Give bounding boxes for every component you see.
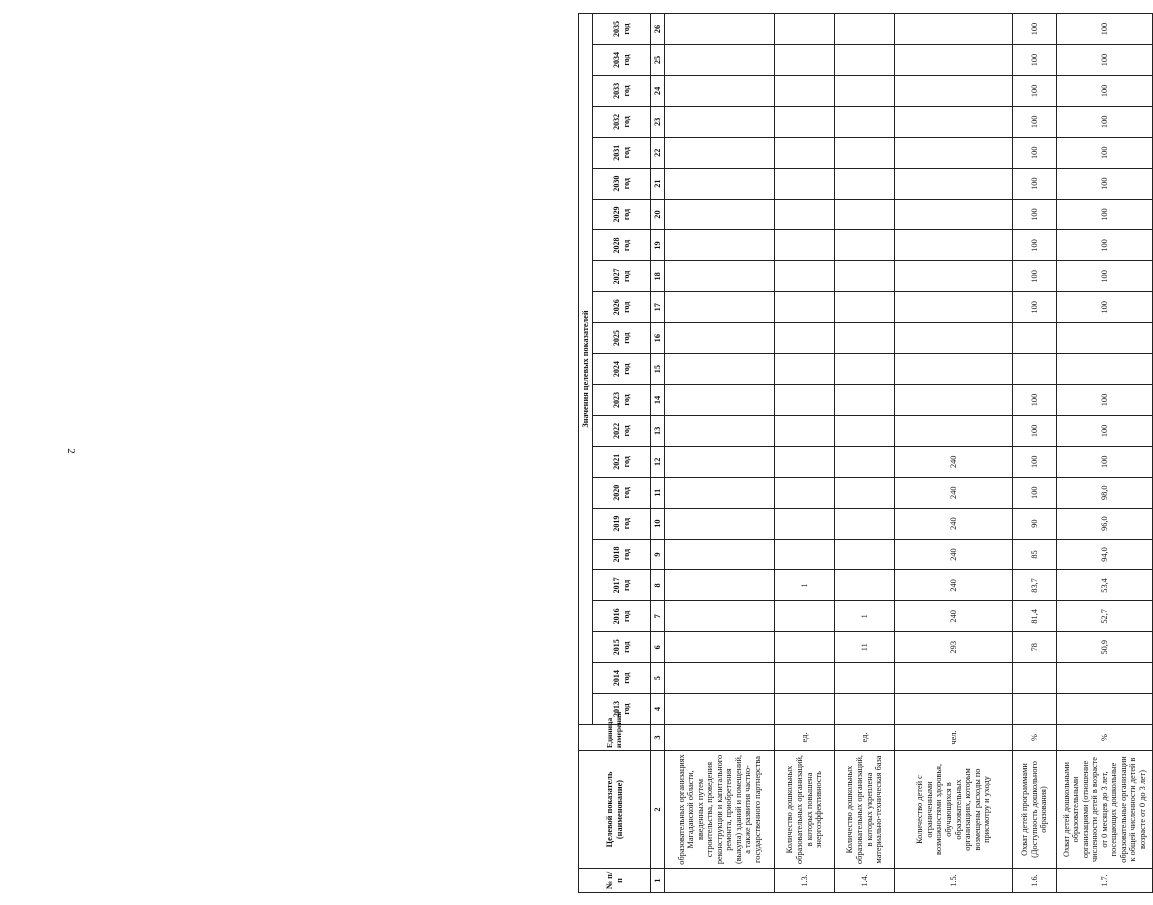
unit-cell: %	[1013, 725, 1057, 751]
column-number: 3	[651, 725, 665, 751]
year-header: 2034 год	[593, 45, 651, 76]
value-cell	[1013, 663, 1057, 694]
value-cell: 100	[1013, 261, 1057, 292]
indicator-name: Охват детей дошкольными образовательными организациями (отношение численности детей в возрасте от 0 месяцев до 3 лет, посещающих дошкольные образовательные организации к общей численности детей в возрасте от 0 до 3 лет)	[1057, 751, 1153, 869]
value-cell	[835, 570, 895, 601]
column-number: 19	[651, 230, 665, 261]
column-number: 21	[651, 168, 665, 199]
header-values-title: Значения целевых показателей	[579, 14, 593, 725]
value-cell	[665, 385, 775, 416]
value-cell	[665, 168, 775, 199]
year-header: 2025 год	[593, 323, 651, 354]
value-cell	[775, 508, 835, 539]
value-cell	[835, 137, 895, 168]
value-cell	[775, 539, 835, 570]
value-cell	[665, 106, 775, 137]
value-cell	[835, 508, 895, 539]
year-header: 2019 год	[593, 508, 651, 539]
row-number: 1.7.	[1057, 869, 1153, 893]
value-cell	[775, 168, 835, 199]
value-cell	[895, 14, 1013, 45]
value-cell	[665, 508, 775, 539]
indicator-name: образовательных организациях Магаданской области, введенных путем строительства, проведения реконструкции и капитального ремонта, приобретения (выкупа) зданий и помещений, а также развития частно-государственного партнерства	[665, 751, 775, 869]
value-cell: 240	[895, 539, 1013, 570]
value-cell	[895, 230, 1013, 261]
value-cell: 100	[1057, 75, 1153, 106]
value-cell	[835, 230, 895, 261]
value-cell: 100	[1013, 385, 1057, 416]
value-cell	[775, 14, 835, 45]
value-cell	[665, 230, 775, 261]
column-number: 5	[651, 663, 665, 694]
value-cell	[835, 75, 895, 106]
value-cell	[895, 261, 1013, 292]
row-number	[665, 869, 775, 893]
table-row	[1057, 14, 1153, 893]
value-cell	[665, 75, 775, 106]
year-header: 2014 год	[593, 663, 651, 694]
year-header: 2031 год	[593, 137, 651, 168]
year-header: 2018 год	[593, 539, 651, 570]
value-cell	[895, 323, 1013, 354]
value-cell: 100	[1057, 415, 1153, 446]
year-header: 2024 год	[593, 354, 651, 385]
header-unit: Единица измерения	[579, 725, 651, 751]
value-cell	[775, 632, 835, 663]
year-header: 2020 год	[593, 477, 651, 508]
column-number: 1	[651, 869, 665, 893]
table-row	[835, 14, 895, 893]
column-number: 18	[651, 261, 665, 292]
value-cell: 85	[1013, 539, 1057, 570]
column-number: 4	[651, 694, 665, 725]
value-cell: 90	[1013, 508, 1057, 539]
column-number: 22	[651, 137, 665, 168]
value-cell	[665, 45, 775, 76]
column-number: 11	[651, 477, 665, 508]
column-number: 20	[651, 199, 665, 230]
year-header: 2035 год	[593, 14, 651, 45]
value-cell	[835, 694, 895, 725]
value-cell: 100	[1057, 292, 1153, 323]
value-cell: 100	[1057, 168, 1153, 199]
value-cell	[835, 168, 895, 199]
column-number: 26	[651, 14, 665, 45]
value-cell	[895, 415, 1013, 446]
value-cell	[775, 75, 835, 106]
value-cell: 100	[1013, 446, 1057, 477]
value-cell	[775, 601, 835, 632]
value-cell: 50,9	[1057, 632, 1153, 663]
value-cell	[895, 385, 1013, 416]
column-number: 13	[651, 415, 665, 446]
value-cell	[835, 477, 895, 508]
value-cell	[895, 168, 1013, 199]
value-cell	[835, 106, 895, 137]
value-cell	[775, 694, 835, 725]
value-cell	[895, 45, 1013, 76]
column-number: 12	[651, 446, 665, 477]
value-cell	[835, 663, 895, 694]
year-header: 2029 год	[593, 199, 651, 230]
page-number: 2	[65, 448, 77, 454]
value-cell	[775, 230, 835, 261]
value-cell	[775, 199, 835, 230]
rotated-table-container	[578, 13, 1147, 893]
column-number: 16	[651, 323, 665, 354]
year-header: 2016 год	[593, 601, 651, 632]
column-number: 15	[651, 354, 665, 385]
value-cell	[835, 539, 895, 570]
value-cell	[665, 199, 775, 230]
value-cell	[1057, 663, 1153, 694]
value-cell	[665, 292, 775, 323]
row-number: 1.5.	[895, 869, 1013, 893]
unit-cell: чел.	[895, 725, 1013, 751]
unit-cell	[665, 725, 775, 751]
value-cell	[895, 75, 1013, 106]
year-header: 2017 год	[593, 570, 651, 601]
column-number: 7	[651, 601, 665, 632]
year-header: 2021 год	[593, 446, 651, 477]
value-cell: 240	[895, 477, 1013, 508]
value-cell	[775, 663, 835, 694]
value-cell: 100	[1013, 137, 1057, 168]
value-cell	[665, 477, 775, 508]
year-header: 2030 год	[593, 168, 651, 199]
value-cell	[835, 415, 895, 446]
year-header: 2032 год	[593, 106, 651, 137]
value-cell: 100	[1057, 446, 1153, 477]
value-cell	[775, 385, 835, 416]
row-number: 1.4.	[835, 869, 895, 893]
column-number: 8	[651, 570, 665, 601]
row-number: 1.3.	[775, 869, 835, 893]
value-cell	[775, 137, 835, 168]
value-cell: 100	[1057, 199, 1153, 230]
unit-cell: ед.	[835, 725, 895, 751]
value-cell: 100	[1057, 230, 1153, 261]
value-cell	[665, 539, 775, 570]
value-cell	[835, 446, 895, 477]
column-number: 14	[651, 385, 665, 416]
value-cell	[895, 199, 1013, 230]
table-row	[775, 14, 835, 893]
indicator-name: Количество детей с ограниченными возможностями здоровья, обучающихся в образовательных организациях, которым возмещены расходы по присмотру и уходу	[895, 751, 1013, 869]
value-cell	[665, 137, 775, 168]
value-cell	[835, 199, 895, 230]
value-cell	[665, 570, 775, 601]
value-cell	[835, 261, 895, 292]
value-cell: 53,4	[1057, 570, 1153, 601]
value-cell	[1013, 354, 1057, 385]
header-num: № п/п	[579, 869, 651, 893]
table-row	[665, 14, 775, 893]
value-cell: 240	[895, 508, 1013, 539]
value-cell	[835, 323, 895, 354]
value-cell	[1057, 354, 1153, 385]
year-header: 2027 год	[593, 261, 651, 292]
value-cell	[775, 323, 835, 354]
column-numbers-row	[651, 14, 665, 893]
column-number: 17	[651, 292, 665, 323]
value-cell	[665, 14, 775, 45]
value-cell	[775, 446, 835, 477]
value-cell	[775, 106, 835, 137]
value-cell: 100	[1013, 415, 1057, 446]
value-cell: 100	[1057, 14, 1153, 45]
value-cell	[895, 292, 1013, 323]
value-cell	[895, 694, 1013, 725]
value-cell: 81,4	[1013, 601, 1057, 632]
value-cell: 98,0	[1057, 477, 1153, 508]
indicator-name: Количество дошкольных образовательных организаций, в которых укреплена материально-техническая база	[835, 751, 895, 869]
value-cell: 100	[1013, 477, 1057, 508]
year-header: 2028 год	[593, 230, 651, 261]
indicator-name: Количество дошкольных образовательных организаций, в которых повышена энергоэффективность	[775, 751, 835, 869]
value-cell	[665, 446, 775, 477]
value-cell	[1013, 694, 1057, 725]
value-cell: 100	[1057, 385, 1153, 416]
value-cell	[895, 663, 1013, 694]
value-cell	[775, 477, 835, 508]
value-cell	[895, 106, 1013, 137]
value-cell: 100	[1013, 292, 1057, 323]
year-header: 2022 год	[593, 415, 651, 446]
year-header: 2013 год	[593, 694, 651, 725]
indicator-name: Охват детей программами (Доступность дошкольного образования)	[1013, 751, 1057, 869]
unit-cell: %	[1057, 725, 1153, 751]
header-indicator: Целевой показатель (наименование)	[579, 751, 651, 869]
column-number: 24	[651, 75, 665, 106]
value-cell: 100	[1057, 45, 1153, 76]
value-cell: 100	[1013, 75, 1057, 106]
value-cell	[665, 323, 775, 354]
value-cell: 100	[1013, 168, 1057, 199]
value-cell	[775, 292, 835, 323]
value-cell: 52,7	[1057, 601, 1153, 632]
value-cell: 100	[1013, 230, 1057, 261]
column-number: 25	[651, 45, 665, 76]
value-cell: 293	[895, 632, 1013, 663]
row-number: 1.6.	[1013, 869, 1057, 893]
value-cell	[1013, 323, 1057, 354]
value-cell	[665, 694, 775, 725]
value-cell	[665, 663, 775, 694]
year-header: 2015 год	[593, 632, 651, 663]
year-header: 2023 год	[593, 385, 651, 416]
value-cell	[665, 632, 775, 663]
value-cell: 240	[895, 570, 1013, 601]
value-cell: 100	[1057, 137, 1153, 168]
table-row	[1013, 14, 1057, 893]
value-cell: 100	[1013, 106, 1057, 137]
value-cell	[665, 261, 775, 292]
value-cell	[1057, 694, 1153, 725]
value-cell: 1	[835, 601, 895, 632]
value-cell: 83,7	[1013, 570, 1057, 601]
value-cell	[835, 45, 895, 76]
unit-cell: ед.	[775, 725, 835, 751]
value-cell: 1	[775, 570, 835, 601]
value-cell: 100	[1057, 261, 1153, 292]
value-cell	[775, 261, 835, 292]
target-indicators-table	[578, 13, 1153, 893]
value-cell: 100	[1013, 14, 1057, 45]
value-cell	[1057, 323, 1153, 354]
value-cell	[835, 292, 895, 323]
value-cell	[775, 45, 835, 76]
value-cell	[835, 385, 895, 416]
value-cell: 100	[1013, 199, 1057, 230]
value-cell: 100	[1013, 45, 1057, 76]
value-cell	[665, 415, 775, 446]
table-row	[895, 14, 1013, 893]
value-cell: 240	[895, 601, 1013, 632]
year-header: 2026 год	[593, 292, 651, 323]
value-cell	[775, 415, 835, 446]
year-header: 2033 год	[593, 75, 651, 106]
value-cell: 100	[1057, 106, 1153, 137]
value-cell: 96,0	[1057, 508, 1153, 539]
column-number: 6	[651, 632, 665, 663]
value-cell: 240	[895, 446, 1013, 477]
column-number: 2	[651, 751, 665, 869]
value-cell: 11	[835, 632, 895, 663]
value-cell	[665, 601, 775, 632]
column-number: 23	[651, 106, 665, 137]
value-cell	[665, 354, 775, 385]
value-cell	[835, 354, 895, 385]
value-cell	[895, 354, 1013, 385]
column-number: 9	[651, 539, 665, 570]
value-cell: 94,0	[1057, 539, 1153, 570]
value-cell	[895, 137, 1013, 168]
value-cell: 78	[1013, 632, 1057, 663]
column-number: 10	[651, 508, 665, 539]
value-cell	[835, 14, 895, 45]
value-cell	[775, 354, 835, 385]
